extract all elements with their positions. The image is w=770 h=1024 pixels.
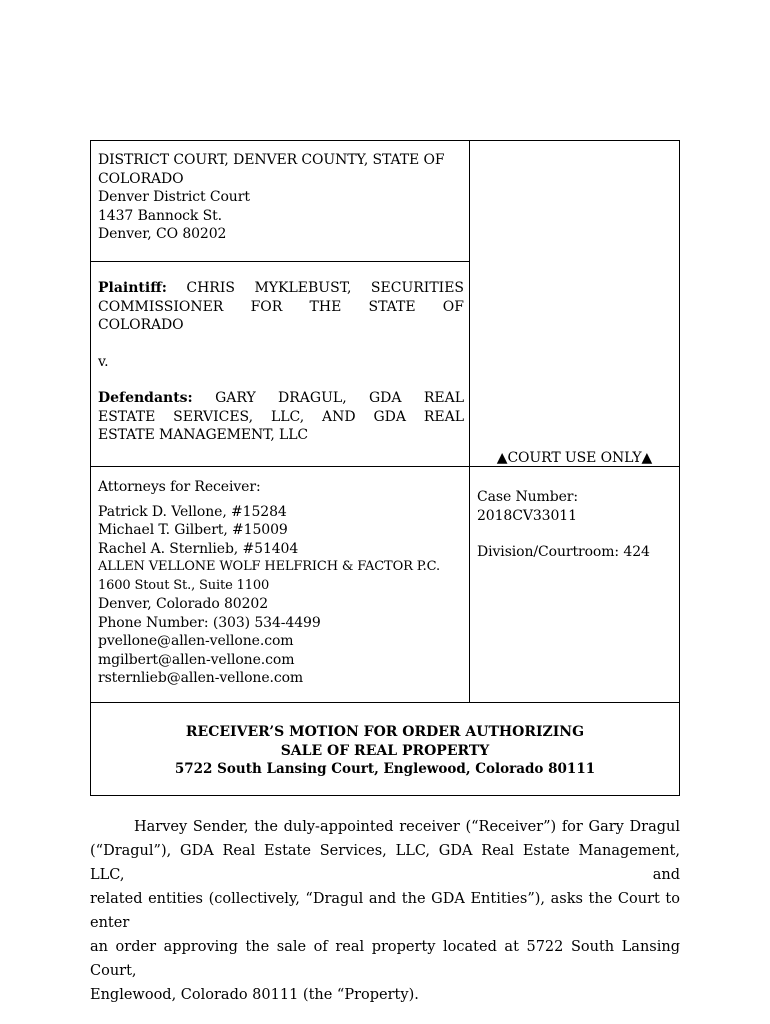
title-line-1: RECEIVER’S MOTION FOR ORDER AUTHORIZING bbox=[185, 724, 585, 740]
body-line-5: Englewood, Colorado 80111 (the “Property). bbox=[90, 987, 419, 1003]
case-info-block bbox=[477, 488, 677, 562]
column-divider bbox=[469, 141, 470, 702]
court-use-only: ▲COURT USE ONLY▲ bbox=[496, 450, 653, 466]
court-line-1: DISTRICT COURT, DENVER COUNTY, STATE OF bbox=[98, 152, 445, 168]
firm-address-1: 1600 Stout St., Suite 1100 bbox=[98, 577, 270, 593]
court-line-3: Denver District Court bbox=[98, 189, 250, 205]
case-number: 2018CV33011 bbox=[477, 507, 577, 524]
defendants-name: GARY DRAGUL, GDA REAL bbox=[215, 390, 464, 406]
plaintiff-label: Plaintiff: bbox=[98, 280, 167, 296]
plaintiff-name: CHRIS MYKLEBUST, SECURITIES bbox=[186, 280, 465, 296]
body-line-4: an order approving the sale of real property located at 5722 South Lansing Court, bbox=[90, 939, 680, 979]
attorney-3: Rachel A. Sternlieb, #51404 bbox=[98, 540, 299, 557]
title-line-3: 5722 South Lansing Court, Englewood, Colorado 80111 bbox=[174, 761, 596, 777]
caption-table bbox=[90, 140, 680, 796]
court-block-divider bbox=[91, 261, 470, 262]
defendants-label: Defendants: bbox=[98, 390, 193, 406]
attorneys-block bbox=[98, 478, 464, 688]
case-number-label: Case Number: bbox=[477, 489, 578, 505]
email-2: mgilbert@allen-vellone.com bbox=[98, 651, 295, 668]
court-line-2: COLORADO bbox=[98, 170, 184, 187]
document-title bbox=[91, 723, 679, 779]
body-line-2: (“Dragul”), GDA Real Estate Services, LLC, GDA Real Estate Management, LLC, and bbox=[90, 843, 680, 883]
attorney-1: Patrick D. Vellone, #15284 bbox=[98, 503, 287, 520]
firm-name: ALLEN VELLONE WOLF HELFRICH & FACTOR P.C. bbox=[98, 559, 440, 574]
attorney-2: Michael T. Gilbert, #15009 bbox=[98, 522, 288, 538]
body-line-3: related entities (collectively, “Dragul and the GDA Entities”), asks the Court to enter bbox=[90, 891, 680, 931]
parties-block bbox=[98, 279, 464, 445]
court-block bbox=[98, 151, 464, 244]
court-line-5: Denver, CO 80202 bbox=[98, 226, 227, 242]
court-line-4: 1437 Bannock St. bbox=[98, 207, 223, 224]
plaintiff-line-2: COMMISSIONER FOR THE STATE OF bbox=[98, 298, 464, 315]
body-line-1: Harvey Sender, the duly-appointed receiver (“Receiver”) for Gary Dragul bbox=[134, 819, 680, 835]
body-paragraph bbox=[90, 815, 680, 1007]
division-courtroom: Division/Courtroom: 424 bbox=[477, 544, 650, 560]
defendants-line-2: ESTATE SERVICES, LLC, AND GDA REAL bbox=[98, 408, 464, 425]
plaintiff-line-1 bbox=[98, 279, 464, 298]
attorneys-heading: Attorneys for Receiver: bbox=[98, 479, 261, 495]
plaintiff-line-3: COLORADO bbox=[98, 317, 184, 333]
email-1: pvellone@allen-vellone.com bbox=[98, 633, 294, 649]
defendants-line-3: ESTATE MANAGEMENT, LLC bbox=[98, 427, 309, 443]
phone-number: Phone Number: (303) 534-4499 bbox=[98, 614, 321, 631]
versus: v. bbox=[98, 353, 109, 370]
defendants-line-1 bbox=[98, 389, 464, 408]
firm-address-2: Denver, Colorado 80202 bbox=[98, 596, 269, 612]
title-line-2: SALE OF REAL PROPERTY bbox=[280, 742, 490, 759]
email-3: rsternlieb@allen-vellone.com bbox=[98, 670, 304, 686]
title-divider bbox=[91, 702, 679, 703]
